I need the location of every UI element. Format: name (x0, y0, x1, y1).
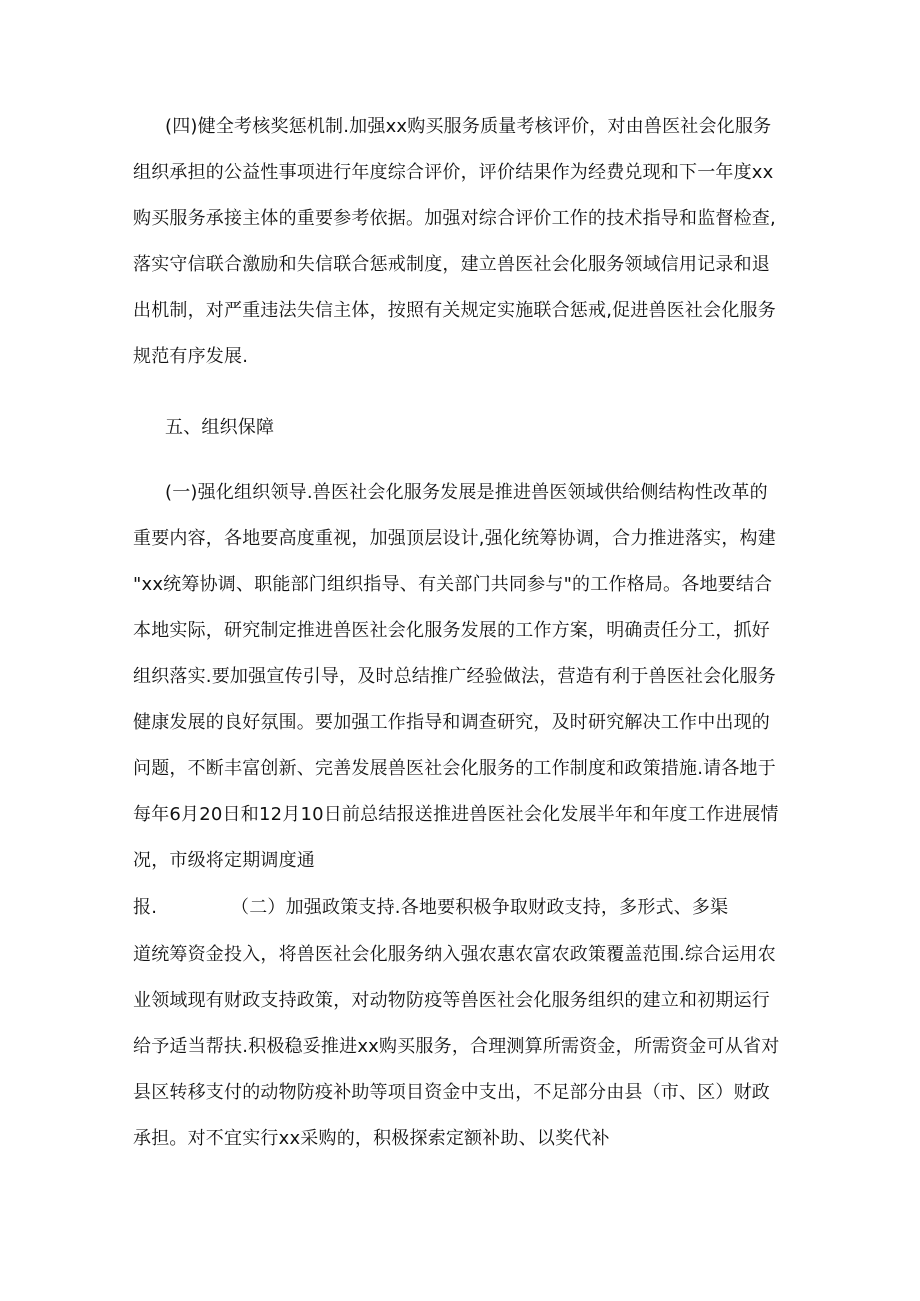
paragraph-line: 健康发展的良好氛围。要加强工作指导和调查研究，及时研究解决工作中出现的 (133, 712, 770, 733)
paragraph-line: 县区转移支付的动物防疫补助等项目资金中支出，不足部分由县（市、区）财政 (133, 1082, 770, 1103)
paragraph-line: (一)强化组织领导.兽医社会化服务发展是推进兽医领域供给侧结构性改革的 (165, 482, 768, 503)
paragraph-line: 业领域现有财政支持政策，对动物防疫等兽医社会化服务组织的建立和初期运行 (133, 990, 770, 1011)
paragraph-line: 规范有序发展. (133, 346, 249, 367)
paragraph-line: 问题，不断丰富创新、完善发展兽医社会化服务的工作制度和政策措施.请各地于 (133, 758, 776, 779)
paragraph-line: 组织承担的公益性事项进行年度综合评价，评价结果作为经费兑现和下一年度xx (133, 162, 774, 183)
paragraph-line: 况，市级将定期调度通 (133, 850, 315, 871)
paragraph-line: 道统筹资金投入，将兽医社会化服务纳入强农惠农富农政策覆盖范围.综合运用农 (133, 944, 776, 965)
paragraph-line: 承担。对不宜实行xx采购的，积极探索定额补助、以奖代补 (133, 1128, 610, 1149)
paragraph-line: 落实守信联合激励和失信联合惩戒制度，建立兽医社会化服务领域信用记录和退 (133, 254, 770, 275)
section-heading: 五、组织保障 (165, 417, 275, 438)
paragraph-line: 重要内容，各地要高度重视，加强顶层设计,强化统筹协调，合力推进落实，构建 (133, 528, 776, 549)
line-fragment: 报. (133, 897, 158, 918)
paragraph-line: (四)健全考核奖惩机制.加强xx购买服务质量考核评价，对由兽医社会化服务 (165, 116, 772, 137)
paragraph-line: 购买服务承接主体的重要参考依据。加强对综合评价工作的技术指导和监督检查, (133, 208, 776, 229)
paragraph-line: "xx统筹协调、职能部门组织指导、有关部门共同参与"的工作格局。各地要结合 (133, 574, 773, 595)
paragraph-line: 给予适当帮扶.积极稳妥推进xx购买服务，合理测算所需资金，所需资金可从省对 (133, 1036, 780, 1057)
paragraph-line: 组织落实.要加强宣传引导，及时总结推广经验做法，营造有利于兽医社会化服务 (133, 666, 776, 687)
paragraph-line: 出机制，对严重违法失信主体，按照有关规定实施联合惩戒,促进兽医社会化服务 (133, 300, 776, 321)
paragraph-line (133, 896, 813, 920)
line-fragment: （二）加强政策支持.各地要积极争取财政支持，多形式、多渠 (231, 897, 729, 918)
paragraph-line: 每年6月20日和12月10日前总结报送推进兽医社会化发展半年和年度工作进展情 (133, 804, 779, 825)
paragraph-line: 本地实际，研究制定推进兽医社会化服务发展的工作方案，明确责任分工，抓好 (133, 620, 770, 641)
